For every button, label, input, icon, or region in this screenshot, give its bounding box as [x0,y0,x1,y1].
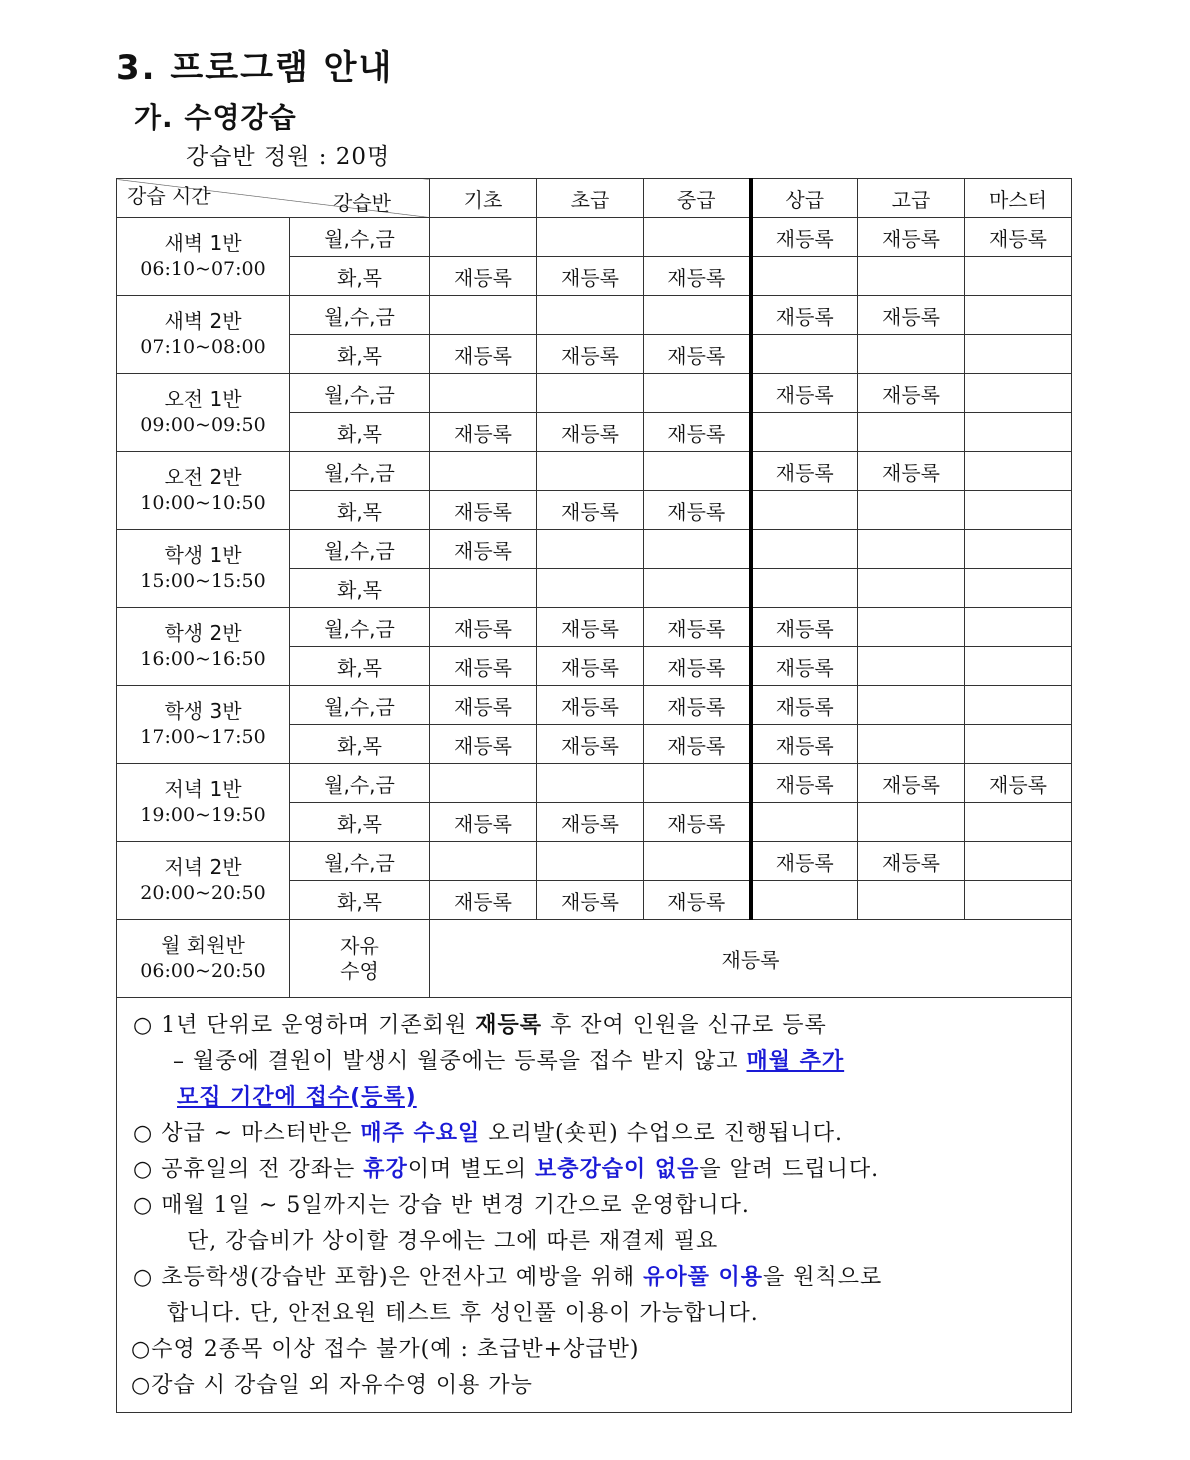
class-group-cell [117,374,290,452]
note-5-sub: 합니다. 단, 안전요원 테스트 후 성인풀 이용이 가능합니다. [167,1301,759,1326]
header-row [117,179,1072,218]
status-cell: 재등록 [644,335,751,374]
status-cell [537,218,644,257]
days-cell: 화,목 [290,491,430,530]
class-group-cell [117,842,290,920]
notes-cell [117,998,1072,1413]
status-cell [537,530,644,569]
note-4: ○ 매월 1일 ~ 5일까지는 강습 반 변경 기간으로 운영합니다. [133,1193,750,1218]
class-group-cell [117,530,290,608]
status-cell [537,374,644,413]
days-cell: 월,수,금 [290,374,430,413]
days-cell: 화,목 [290,257,430,296]
status-cell: 재등록 [644,491,751,530]
status-cell [858,335,965,374]
note-5: ○ 초등학생(강습반 포함)은 안전사고 예방을 위해 유아풀 이용을 원칙으로 [133,1265,883,1290]
monthly-group-cell [117,920,290,998]
status-cell [644,530,751,569]
status-cell [858,647,965,686]
status-cell [858,686,965,725]
days-cell: 화,목 [290,803,430,842]
note-1: ○ 1년 단위로 운영하며 기존회원 재등록 후 잔여 인원을 신규로 등록 [133,1013,827,1038]
status-cell: 재등록 [858,764,965,803]
status-cell: 재등록 [751,218,858,257]
note-7: ○강습 시 강습일 외 자유수영 이용 가능 [131,1373,533,1398]
status-cell [965,374,1072,413]
days-cell: 화,목 [290,569,430,608]
level-header-basic: 기초 [430,179,537,218]
status-cell: 재등록 [751,842,858,881]
class-group-cell [117,218,290,296]
schedule-row [117,686,1072,725]
status-cell: 재등록 [430,881,537,920]
status-cell [751,530,858,569]
days-cell: 화,목 [290,413,430,452]
note-1-sub2: 모집 기간에 접수(등록) [177,1085,417,1110]
status-cell: 재등록 [858,842,965,881]
status-cell: 재등록 [751,374,858,413]
class-group-name: 새벽 1반 [164,231,242,256]
schedule-row [117,452,1072,491]
schedule-row [117,218,1072,257]
status-cell [644,569,751,608]
note-3: ○ 공휴일의 전 강좌는 휴강이며 별도의 보충강습이 없음을 알려 드립니다. [133,1157,880,1182]
status-cell [858,803,965,842]
status-cell: 재등록 [858,452,965,491]
status-cell: 재등록 [537,257,644,296]
level-header-advanced: 고급 [858,179,965,218]
schedule-row [117,764,1072,803]
status-cell: 재등록 [537,686,644,725]
level-header-beginner: 초급 [537,179,644,218]
status-cell [751,881,858,920]
status-cell: 재등록 [537,413,644,452]
class-group-cell [117,296,290,374]
capacity-text: 강습반 정원 : 20명 [186,144,391,170]
status-cell: 재등록 [537,608,644,647]
status-cell: 재등록 [430,803,537,842]
status-cell [858,413,965,452]
status-cell: 재등록 [751,647,858,686]
status-cell: 재등록 [537,647,644,686]
status-cell: 재등록 [965,218,1072,257]
status-cell: 재등록 [537,725,644,764]
status-cell [965,725,1072,764]
status-cell [644,842,751,881]
status-cell: 재등록 [965,764,1072,803]
schedule-row [117,374,1072,413]
status-cell [965,530,1072,569]
section-title: 3. 프로그램 안내 [116,48,394,88]
status-cell [644,764,751,803]
status-cell [751,569,858,608]
status-cell [644,452,751,491]
class-group-time: 09:00~09:50 [140,414,266,437]
monthly-group-name: 월 회원반 [161,933,245,958]
status-cell [858,491,965,530]
status-cell [965,491,1072,530]
status-cell [858,725,965,764]
status-cell: 재등록 [537,881,644,920]
class-group-time: 17:00~17:50 [140,726,266,749]
note-4-sub: 단, 강습비가 상이할 경우에는 그에 따른 재결제 필요 [187,1229,719,1254]
status-cell: 재등록 [430,686,537,725]
status-cell: 재등록 [644,647,751,686]
class-group-time: 19:00~19:50 [140,804,266,827]
days-cell: 월,수,금 [290,452,430,491]
status-cell [858,881,965,920]
status-cell [751,803,858,842]
corner-time-label: 강습 시간 [127,184,211,208]
monthly-type-line2: 수영 [340,958,379,983]
days-cell: 화,목 [290,335,430,374]
status-cell: 재등록 [430,413,537,452]
corner-header [117,179,430,218]
schedule-row [117,530,1072,569]
subsection-title: 가. 수영강습 [134,101,297,134]
status-cell: 재등록 [644,686,751,725]
class-group-cell [117,764,290,842]
days-cell: 월,수,금 [290,218,430,257]
status-cell: 재등록 [858,218,965,257]
status-cell [751,257,858,296]
monthly-row [117,920,1072,998]
status-cell [858,530,965,569]
status-cell [965,569,1072,608]
status-cell [537,842,644,881]
status-cell [965,803,1072,842]
status-cell [644,296,751,335]
status-cell [430,374,537,413]
status-cell: 재등록 [644,413,751,452]
class-group-cell [117,686,290,764]
days-cell: 월,수,금 [290,842,430,881]
level-header-upper: 상급 [751,179,858,218]
class-group-cell [117,452,290,530]
class-group-name: 학생 2반 [164,621,242,646]
status-cell: 재등록 [430,491,537,530]
status-cell [430,764,537,803]
class-group-time: 16:00~16:50 [140,648,266,671]
status-cell: 재등록 [751,725,858,764]
note-6: ○수영 2종목 이상 접수 불가(예 : 초급반+상급반) [131,1337,640,1362]
status-cell [751,335,858,374]
status-cell: 재등록 [537,335,644,374]
status-cell [537,452,644,491]
status-cell [644,218,751,257]
monthly-group-time: 06:00~20:50 [140,960,266,983]
status-cell: 재등록 [751,608,858,647]
status-cell [430,452,537,491]
status-cell [644,374,751,413]
status-cell: 재등록 [430,530,537,569]
status-cell [430,218,537,257]
class-group-name: 학생 1반 [164,543,242,568]
status-cell: 재등록 [644,725,751,764]
monthly-status: 재등록 [430,920,1072,998]
class-group-name: 오전 1반 [164,387,242,412]
status-cell [965,881,1072,920]
status-cell: 재등록 [644,803,751,842]
status-cell: 재등록 [430,608,537,647]
level-header-intermediate: 중급 [644,179,751,218]
status-cell [537,569,644,608]
status-cell [965,296,1072,335]
status-cell [965,842,1072,881]
status-cell: 재등록 [751,452,858,491]
class-group-time: 07:10~08:00 [140,336,266,359]
status-cell [858,257,965,296]
status-cell: 재등록 [858,374,965,413]
status-cell [537,764,644,803]
status-cell [537,296,644,335]
class-group-time: 20:00~20:50 [140,882,266,905]
status-cell [751,413,858,452]
status-cell: 재등록 [537,803,644,842]
status-cell [965,335,1072,374]
status-cell [430,296,537,335]
note-2: ○ 상급 ~ 마스터반은 매주 수요일 오리발(숏핀) 수업으로 진행됩니다. [133,1121,843,1146]
days-cell: 월,수,금 [290,296,430,335]
class-group-time: 15:00~15:50 [140,570,266,593]
status-cell: 재등록 [430,257,537,296]
schedule-row [117,296,1072,335]
status-cell: 재등록 [644,881,751,920]
status-cell: 재등록 [430,647,537,686]
status-cell: 재등록 [751,686,858,725]
status-cell [965,686,1072,725]
status-cell: 재등록 [858,296,965,335]
status-cell [430,842,537,881]
status-cell [965,452,1072,491]
status-cell [430,569,537,608]
class-group-name: 저녁 2반 [164,855,242,880]
monthly-type-cell [290,920,430,998]
monthly-type-line1: 자유 [340,933,379,958]
class-group-time: 06:10~07:00 [140,258,266,281]
corner-level-label: 강습반 [333,191,391,215]
status-cell [858,569,965,608]
days-cell: 화,목 [290,647,430,686]
days-cell: 월,수,금 [290,686,430,725]
status-cell [965,413,1072,452]
schedule-row [117,608,1072,647]
class-group-name: 학생 3반 [164,699,242,724]
note-1-sub: – 월중에 결원이 발생시 월중에는 등록을 접수 받지 않고 매월 추가 [173,1049,845,1074]
class-group-time: 10:00~10:50 [140,492,266,515]
status-cell: 재등록 [537,491,644,530]
status-cell [965,647,1072,686]
class-group-cell [117,608,290,686]
schedule-table [116,178,1072,1413]
level-header-master: 마스터 [965,179,1072,218]
status-cell [965,257,1072,296]
class-group-name: 새벽 2반 [164,309,242,334]
days-cell: 월,수,금 [290,608,430,647]
notes-row [117,998,1072,1413]
days-cell: 화,목 [290,725,430,764]
status-cell [751,491,858,530]
status-cell: 재등록 [644,257,751,296]
days-cell: 월,수,금 [290,764,430,803]
schedule-row [117,842,1072,881]
status-cell [965,608,1072,647]
days-cell: 화,목 [290,881,430,920]
days-cell: 월,수,금 [290,530,430,569]
status-cell [858,608,965,647]
status-cell: 재등록 [751,296,858,335]
class-group-name: 저녁 1반 [164,777,242,802]
status-cell: 재등록 [644,608,751,647]
status-cell: 재등록 [430,725,537,764]
status-cell: 재등록 [430,335,537,374]
status-cell: 재등록 [751,764,858,803]
class-group-name: 오전 2반 [164,465,242,490]
